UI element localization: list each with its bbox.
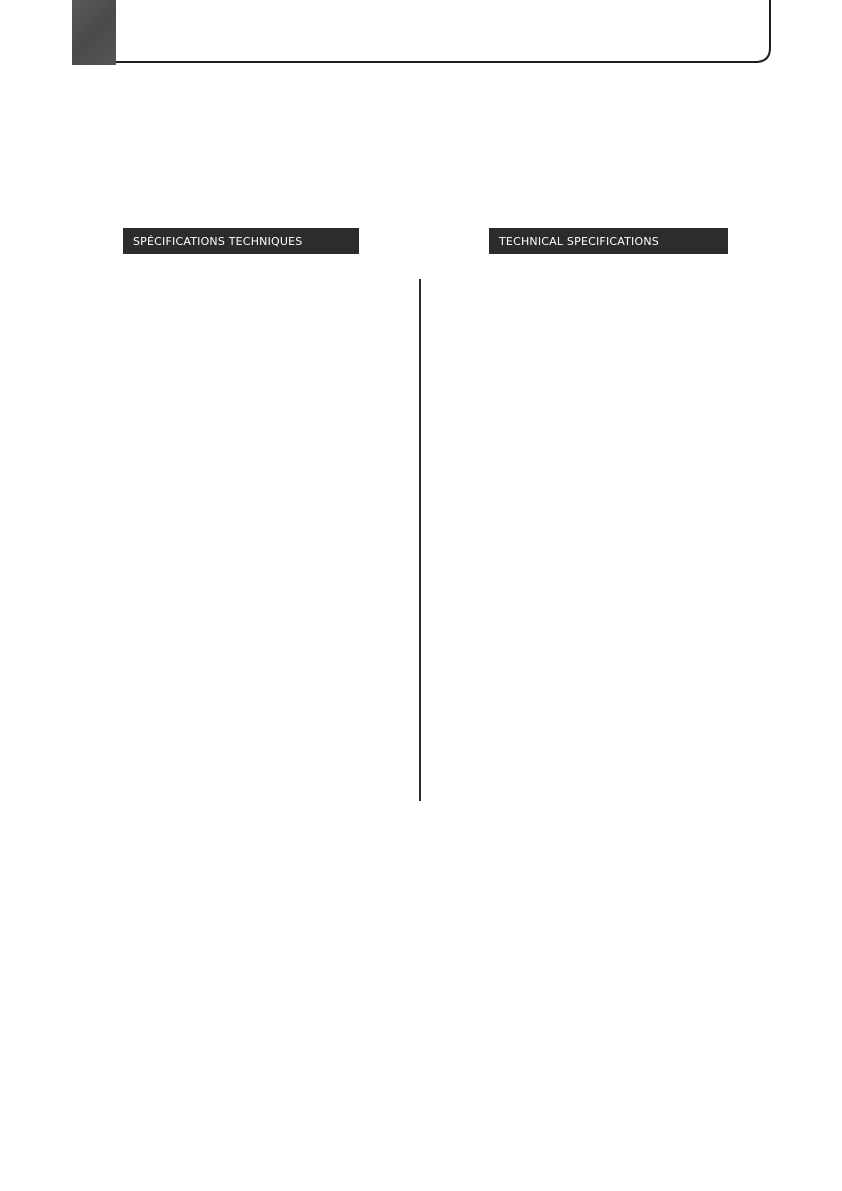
page-edge-curve — [0, 0, 842, 70]
column-divider — [419, 279, 421, 801]
section-header-technical-specifications-en: TECHNICAL SPECIFICATIONS — [489, 228, 728, 254]
section-header-technical-specifications-fr: SPÉCIFICATIONS TECHNIQUES — [123, 228, 359, 254]
